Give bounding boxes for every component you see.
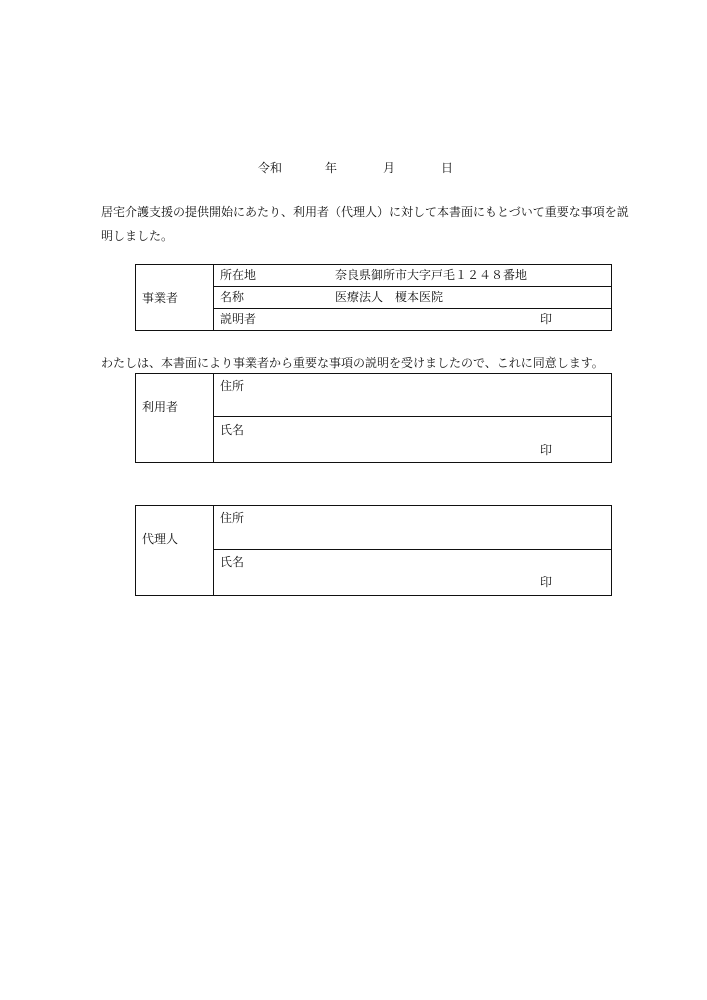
- date-day-unit: 日: [441, 161, 454, 175]
- agent-seal: 印: [540, 575, 553, 589]
- date-era: 令和: [258, 161, 283, 175]
- agent-header: 代理人: [142, 532, 179, 546]
- agent-name-label: 氏名: [220, 555, 245, 569]
- agent-address-label: 住所: [220, 511, 245, 525]
- provider-seal: 印: [540, 312, 553, 326]
- user-seal: 印: [540, 443, 553, 457]
- provider-address-label: 所在地: [220, 268, 257, 282]
- provider-explainer-label: 説明者: [220, 312, 257, 326]
- consent-text: わたしは、本書面により事業者から重要な事項の説明を受けましたので、これに同意します。: [101, 356, 604, 370]
- user-header: 利用者: [142, 400, 179, 414]
- intro-line-2: 明しました。: [101, 229, 174, 243]
- provider-header: 事業者: [142, 291, 179, 305]
- provider-name-value: 医療法人 榎本医院: [335, 290, 444, 304]
- intro-line-1: 居宅介護支援の提供開始にあたり、利用者（代理人）に対して本書面にもとづいて重要な事項を説: [101, 205, 629, 219]
- user-address-label: 住所: [220, 379, 245, 393]
- date-year-unit: 年: [325, 161, 338, 175]
- user-name-label: 氏名: [220, 423, 245, 437]
- provider-name-label: 名称: [220, 290, 245, 304]
- provider-address-value: 奈良県御所市大字戸毛１２４８番地: [335, 268, 528, 282]
- date-month-unit: 月: [383, 161, 396, 175]
